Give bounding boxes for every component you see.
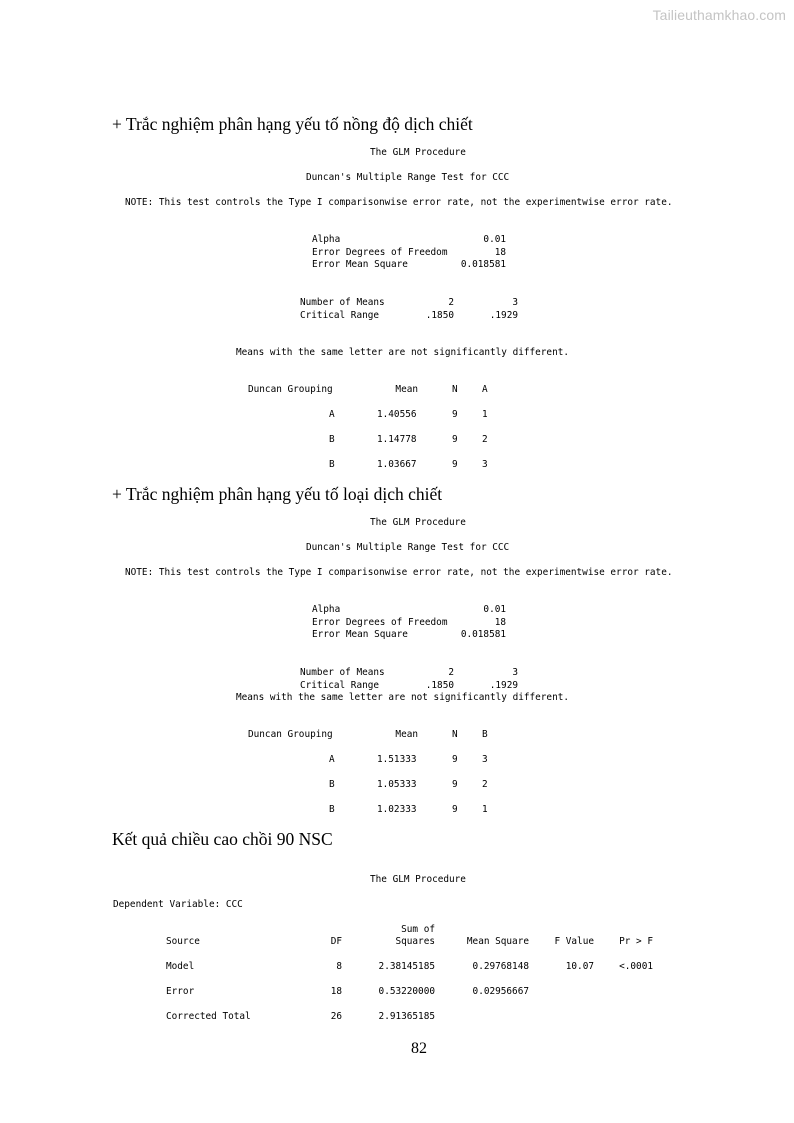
row-ss: 0.53220000 xyxy=(378,986,435,997)
row-n: 9 xyxy=(452,434,458,445)
row-group: B xyxy=(329,459,335,470)
header-grouping: Duncan Grouping xyxy=(248,384,333,395)
test-title: Duncan's Multiple Range Test for CCC xyxy=(306,542,510,553)
means-label: Number of Means xyxy=(300,667,385,678)
row-ms: 0.29768148 xyxy=(472,961,529,972)
row-p: <.0001 xyxy=(619,961,653,972)
row-ss: 2.91365185 xyxy=(378,1011,435,1022)
param-value: 18 xyxy=(494,247,506,258)
row-mean: 1.05333 xyxy=(377,779,417,790)
row-level: 2 xyxy=(482,779,488,790)
header-source: Source xyxy=(166,936,200,947)
row-n: 9 xyxy=(452,779,458,790)
watermark: Tailieuthamkhao.com xyxy=(652,7,786,23)
row-level: 3 xyxy=(482,754,488,765)
procedure-title: The GLM Procedure xyxy=(370,874,466,885)
row-level: 3 xyxy=(482,459,488,470)
param-value: 0.01 xyxy=(483,234,506,245)
row-group: B xyxy=(329,804,335,815)
row-n: 9 xyxy=(452,459,458,470)
critical-label: Critical Range xyxy=(300,680,380,691)
param-value: 0.018581 xyxy=(460,259,506,270)
header-grouping: Duncan Grouping xyxy=(248,729,333,740)
param-value: 18 xyxy=(494,617,506,628)
header-f: F Value xyxy=(554,936,594,947)
row-mean: 1.14778 xyxy=(377,434,417,445)
header-factor: A xyxy=(482,384,488,395)
row-n: 9 xyxy=(452,804,458,815)
header-factor: B xyxy=(482,729,488,740)
row-source: Model xyxy=(166,961,195,972)
row-source: Corrected Total xyxy=(166,1011,251,1022)
param-value: 0.01 xyxy=(483,604,506,615)
row-n: 9 xyxy=(452,754,458,765)
procedure-title: The GLM Procedure xyxy=(370,147,466,158)
header-n: N xyxy=(452,384,458,395)
section-heading: + Trắc nghiệm phân hạng yếu tố loại dịch chiết xyxy=(112,484,443,504)
critical-value: .1929 xyxy=(489,310,518,321)
section-heading: Kết quả chiều cao chồi 90 NSC xyxy=(112,829,333,849)
section-heading: + Trắc nghiệm phân hạng yếu tố nồng độ dịch chiết xyxy=(112,114,473,134)
row-group: B xyxy=(329,779,335,790)
means-value: 2 xyxy=(448,667,454,678)
row-level: 1 xyxy=(482,804,488,815)
row-mean: 1.51333 xyxy=(377,754,417,765)
param-label: Error Degrees of Freedom xyxy=(312,247,448,258)
means-note: Means with the same letter are not significantly different. xyxy=(236,692,570,703)
row-group: A xyxy=(329,754,335,765)
header-ms: Mean Square xyxy=(466,936,529,947)
header-p: Pr > F xyxy=(619,936,653,947)
row-level: 1 xyxy=(482,409,488,420)
row-f: 10.07 xyxy=(565,961,594,972)
row-group: A xyxy=(329,409,335,420)
critical-value: .1929 xyxy=(489,680,518,691)
procedure-title: The GLM Procedure xyxy=(370,517,466,528)
row-ms: 0.02956667 xyxy=(472,986,529,997)
note-text: NOTE: This test controls the Type I comparisonwise error rate, not the experimentwise error rate. xyxy=(125,197,673,208)
means-value: 3 xyxy=(512,297,518,308)
critical-value: .1850 xyxy=(425,310,454,321)
param-value: 0.018581 xyxy=(460,629,506,640)
row-mean: 1.40556 xyxy=(377,409,417,420)
page-number: 82 xyxy=(411,1040,427,1057)
row-level: 2 xyxy=(482,434,488,445)
row-ss: 2.38145185 xyxy=(378,961,435,972)
header-mean: Mean xyxy=(395,729,418,740)
param-label: Alpha xyxy=(312,234,341,245)
row-df: 8 xyxy=(336,961,342,972)
row-mean: 1.03667 xyxy=(377,459,417,470)
means-label: Number of Means xyxy=(300,297,385,308)
row-df: 26 xyxy=(330,1011,342,1022)
param-label: Error Mean Square xyxy=(312,259,408,270)
critical-value: .1850 xyxy=(425,680,454,691)
row-group: B xyxy=(329,434,335,445)
header-ss: Squares xyxy=(395,936,435,947)
critical-label: Critical Range xyxy=(300,310,380,321)
row-df: 18 xyxy=(330,986,342,997)
param-label: Error Mean Square xyxy=(312,629,408,640)
param-label: Error Degrees of Freedom xyxy=(312,617,448,628)
param-label: Alpha xyxy=(312,604,341,615)
header-n: N xyxy=(452,729,458,740)
note-text: NOTE: This test controls the Type I comparisonwise error rate, not the experimentwise error rate. xyxy=(125,567,673,578)
header-mean: Mean xyxy=(395,384,418,395)
header-ss-top: Sum of xyxy=(401,924,435,935)
means-value: 3 xyxy=(512,667,518,678)
means-value: 2 xyxy=(448,297,454,308)
row-source: Error xyxy=(166,986,195,997)
row-mean: 1.02333 xyxy=(377,804,417,815)
test-title: Duncan's Multiple Range Test for CCC xyxy=(306,172,510,183)
dependent-variable: Dependent Variable: CCC xyxy=(113,899,243,910)
header-df: DF xyxy=(330,936,342,947)
row-n: 9 xyxy=(452,409,458,420)
means-note: Means with the same letter are not significantly different. xyxy=(236,347,570,358)
